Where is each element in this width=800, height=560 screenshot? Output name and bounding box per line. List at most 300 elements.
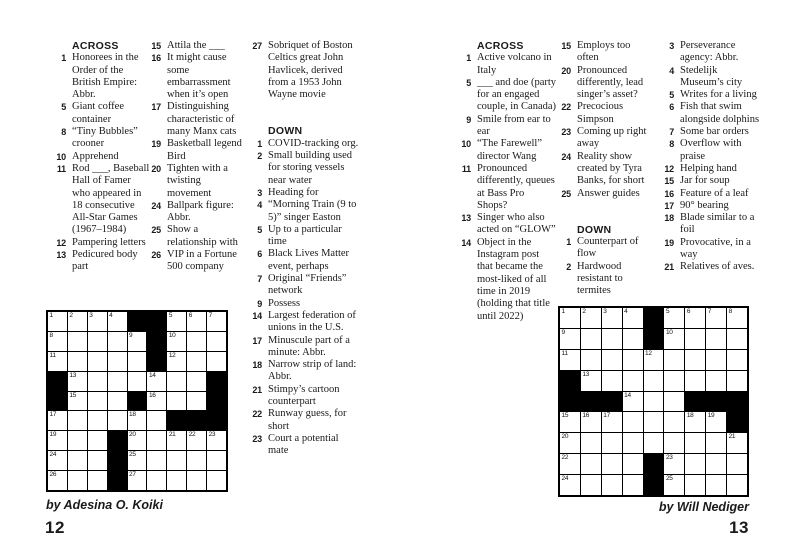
- cell-number: 11: [561, 349, 568, 357]
- clue-text: Largest federation of unions in the U.S.: [268, 309, 356, 334]
- clue: [46, 249, 150, 274]
- clue-text: COVID-tracking org.: [268, 137, 359, 149]
- clue-text: Object in the Instagram post that became the most-liked of all time in 2019 (holding that title until 2022): [477, 236, 550, 322]
- cell-number: 5: [168, 312, 173, 319]
- clue-text: Blade similar to a foil: [680, 212, 755, 236]
- white-square: [602, 350, 622, 370]
- cell-number: 6: [188, 312, 193, 319]
- white-square: [727, 454, 747, 474]
- black-square: [128, 312, 147, 331]
- right-byline: by Will Nediger: [658, 500, 749, 514]
- clue: [141, 249, 247, 274]
- clue-text: Overflow with praise: [680, 138, 742, 162]
- white-square: [68, 372, 87, 391]
- cell-number: 4: [109, 312, 113, 319]
- white-square: [602, 454, 622, 474]
- black-square: [128, 392, 147, 411]
- clue-text: Precocious Simpson: [577, 101, 624, 125]
- clue-text: Relatives of aves.: [680, 261, 755, 273]
- white-square: [88, 332, 107, 351]
- clue-number: 21: [664, 262, 674, 273]
- cell-number: 23: [208, 431, 216, 439]
- clue-text: Helping hand: [680, 162, 737, 174]
- black-square: [685, 392, 705, 412]
- cell-number: 19: [49, 431, 57, 439]
- clue-number: 6: [257, 249, 262, 260]
- white-square: [88, 372, 107, 391]
- white-square: [68, 411, 87, 430]
- clue-number: 6: [669, 102, 674, 113]
- white-square: [68, 451, 87, 470]
- clue-text: Answer guides: [577, 187, 640, 199]
- clue-text: Giant coffee container: [72, 101, 124, 125]
- left-page-number: 12: [45, 518, 65, 537]
- cell-number: 3: [603, 308, 607, 315]
- clue: [141, 40, 247, 52]
- clue-number: 20: [151, 163, 161, 174]
- clue-number: 19: [664, 237, 674, 248]
- clue-section-header: ACROSS: [477, 40, 524, 52]
- white-square: [664, 475, 684, 495]
- white-square: [167, 372, 186, 391]
- clue-text: Distinguishing characteristic of many Manx cats: [167, 101, 237, 138]
- clue-text: Attila the ___: [167, 40, 225, 51]
- cell-number: 21: [168, 431, 176, 439]
- white-square: [187, 471, 206, 490]
- clue-text: Smile from ear to ear: [477, 113, 551, 138]
- clue-number: 23: [252, 433, 262, 444]
- white-square: [727, 350, 747, 370]
- clue-number: 3: [669, 41, 674, 51]
- clue: [551, 40, 653, 65]
- white-square: [108, 392, 127, 411]
- clue-text: Pronounced differently, queues at Bass Pro Shops?: [477, 162, 555, 211]
- black-square: [147, 312, 166, 331]
- white-square: [187, 312, 206, 331]
- white-square: [128, 332, 147, 351]
- clue-text: It might cause some embarrassment when it’s open: [167, 52, 231, 101]
- clue: [242, 40, 360, 101]
- cell-number: 7: [208, 312, 212, 319]
- clue: [141, 163, 247, 200]
- white-square: [664, 350, 684, 370]
- clue-number: 16: [664, 188, 674, 199]
- clue-number: 4: [669, 65, 674, 76]
- black-square: [147, 332, 166, 351]
- white-square: [187, 332, 206, 351]
- left-crossword-grid: [46, 310, 228, 492]
- cell-number: 1: [49, 312, 53, 319]
- white-square: [147, 392, 166, 411]
- clue-number: 17: [252, 335, 262, 346]
- clue-text: Coming up right away: [577, 126, 647, 150]
- cell-number: 8: [49, 331, 53, 339]
- clue: [242, 224, 360, 249]
- black-square: [108, 451, 127, 470]
- clue-number: 2: [257, 151, 262, 162]
- white-square: [581, 412, 601, 432]
- cell-number: 2: [69, 312, 73, 319]
- clue: [242, 335, 360, 360]
- black-square: [644, 475, 664, 495]
- clue-text: Heading for: [268, 186, 319, 198]
- white-square: [685, 412, 705, 432]
- cell-number: 24: [561, 475, 569, 483]
- clue-text: Provocative, in a way: [680, 236, 751, 261]
- cell-number: 24: [49, 451, 57, 459]
- cell-number: 8: [728, 308, 732, 315]
- white-square: [602, 475, 622, 495]
- clue: [46, 151, 150, 163]
- white-square: [727, 329, 747, 349]
- white-square: [706, 412, 726, 432]
- white-square: [167, 392, 186, 411]
- clue-number: 14: [252, 310, 262, 321]
- clue-text: Reality show created by Tyra Banks, for short: [577, 150, 645, 187]
- white-square: [88, 431, 107, 450]
- clue-number: 11: [56, 163, 66, 174]
- clue-number: 17: [151, 102, 161, 113]
- clue: [654, 65, 760, 90]
- clue: [242, 310, 360, 335]
- white-square: [147, 372, 166, 391]
- clue-number: 5: [61, 102, 66, 113]
- white-square: [602, 371, 622, 391]
- clue-number: 4: [257, 200, 262, 211]
- clue-number: 8: [61, 127, 66, 138]
- white-square: [108, 312, 127, 331]
- clue-text: Narrow strip of land: Abbr.: [268, 359, 357, 383]
- clue-number: 5: [466, 77, 471, 88]
- clue-number: 21: [252, 384, 262, 395]
- clue: [141, 224, 247, 249]
- white-square: [128, 451, 147, 470]
- white-square: [644, 371, 664, 391]
- clue: [46, 126, 150, 151]
- black-square: [108, 431, 127, 450]
- cell-number: 16: [582, 412, 590, 420]
- white-square: [88, 411, 107, 430]
- clue-number: 23: [561, 127, 571, 138]
- clue: [242, 433, 360, 458]
- white-square: [685, 433, 705, 453]
- left-clue-column-2: [141, 40, 247, 274]
- white-square: [560, 329, 580, 349]
- white-square: [207, 352, 226, 371]
- white-square: [685, 454, 705, 474]
- clue: [242, 273, 360, 298]
- white-square: [706, 433, 726, 453]
- clue-text: Rod ___, Baseball Hall of Famer who appeared in 18 consecutive All-Star Games (1967–1984): [72, 162, 150, 236]
- clue-number: 18: [664, 213, 674, 224]
- clue-text: Honorees in the Order of the British Empire: Abbr.: [72, 52, 139, 101]
- white-square: [644, 392, 664, 412]
- white-square: [187, 392, 206, 411]
- white-square: [685, 475, 705, 495]
- clue-number: 10: [461, 139, 471, 150]
- cell-number: 13: [582, 370, 590, 378]
- white-square: [207, 332, 226, 351]
- cell-number: 11: [49, 351, 56, 359]
- white-square: [727, 371, 747, 391]
- white-square: [68, 332, 87, 351]
- clue-number: 25: [561, 188, 571, 199]
- clue: [451, 163, 557, 212]
- cell-number: 12: [168, 351, 176, 359]
- white-square: [207, 312, 226, 331]
- clue-text: Writes for a living: [680, 89, 757, 101]
- clue-number: 20: [561, 65, 571, 76]
- white-square: [207, 451, 226, 470]
- clue-text: Some bar orders: [680, 126, 749, 138]
- white-square: [664, 412, 684, 432]
- cell-number: 15: [561, 412, 569, 420]
- white-square: [623, 392, 643, 412]
- clue: [551, 126, 653, 151]
- clue: [654, 261, 760, 273]
- clue: [451, 77, 557, 114]
- white-square: [147, 451, 166, 470]
- clue: [242, 187, 360, 199]
- black-square: [147, 352, 166, 371]
- clue-text: Possess: [268, 297, 301, 309]
- clue-number: 3: [257, 187, 262, 198]
- clue-number: 7: [257, 274, 262, 285]
- cell-number: 5: [665, 308, 670, 315]
- white-square: [602, 433, 622, 453]
- clue: [551, 101, 653, 126]
- clue-number: 8: [669, 139, 674, 150]
- black-square: [644, 308, 664, 328]
- clue-text: Court a potential mate: [268, 432, 339, 457]
- white-square: [187, 431, 206, 450]
- cell-number: 16: [148, 391, 156, 399]
- clue-text: Apprehend: [72, 150, 119, 162]
- clue-text: Black Lives Matter event, perhaps: [268, 248, 350, 272]
- black-square: [207, 392, 226, 411]
- clue-text: Stimpy’s cartoon counterpart: [268, 383, 340, 408]
- clue-text: Runway guess, for short: [268, 408, 347, 432]
- clue-number: 27: [252, 41, 262, 51]
- white-square: [560, 454, 580, 474]
- clue-number: 22: [252, 409, 262, 420]
- clue-number: 15: [561, 41, 571, 51]
- cell-number: 25: [129, 451, 136, 459]
- cell-number: 10: [168, 331, 176, 339]
- clue: [551, 188, 653, 200]
- right-clue-column-3: [654, 40, 760, 274]
- white-square: [48, 332, 67, 351]
- cell-number: 26: [49, 471, 57, 479]
- cell-number: 10: [665, 328, 673, 336]
- clue-text: “Tiny Bubbles” crooner: [72, 126, 138, 150]
- cell-number: 6: [686, 308, 691, 315]
- white-square: [560, 475, 580, 495]
- cell-number: 14: [148, 371, 156, 379]
- clue-text: “The Farewell” director Wang: [477, 138, 543, 162]
- white-square: [167, 451, 186, 470]
- clue: [654, 138, 760, 163]
- cell-number: 18: [686, 412, 694, 420]
- cell-number: 15: [69, 391, 77, 399]
- cell-number: 20: [561, 433, 569, 441]
- white-square: [88, 451, 107, 470]
- clue: [551, 261, 653, 298]
- white-square: [644, 433, 664, 453]
- cell-number: 17: [603, 412, 610, 420]
- white-square: [581, 475, 601, 495]
- right-clue-column-2: [551, 40, 653, 298]
- white-square: [560, 412, 580, 432]
- clue-text: Minuscule part of a minute: Abbr.: [268, 334, 350, 358]
- cell-number: 23: [665, 454, 673, 462]
- white-square: [623, 371, 643, 391]
- clue-number: 25: [151, 225, 161, 236]
- clue-number: 15: [151, 41, 161, 51]
- clue: [551, 236, 653, 261]
- white-square: [602, 329, 622, 349]
- clue-text: Show a relationship with: [167, 224, 238, 248]
- clue-number: 10: [56, 151, 66, 162]
- cell-number: 7: [707, 308, 712, 315]
- clue-text: Hardwood resistant to termites: [577, 260, 623, 297]
- white-square: [187, 451, 206, 470]
- white-square: [623, 350, 643, 370]
- white-square: [128, 352, 147, 371]
- white-square: [48, 471, 67, 490]
- white-square: [167, 332, 186, 351]
- clue-text: Singer who also acted on “GLOW”: [477, 212, 556, 236]
- white-square: [147, 471, 166, 490]
- black-square: [560, 392, 580, 412]
- clue: [46, 163, 150, 237]
- clue: [551, 151, 653, 188]
- white-square: [68, 352, 87, 371]
- white-square: [706, 454, 726, 474]
- clue-number: 13: [56, 250, 66, 261]
- white-square: [207, 471, 226, 490]
- white-square: [706, 371, 726, 391]
- clue: [141, 101, 247, 138]
- white-square: [560, 308, 580, 328]
- cell-number: 25: [665, 475, 673, 483]
- cell-number: 20: [129, 431, 136, 439]
- white-square: [68, 431, 87, 450]
- cell-number: 18: [129, 411, 136, 419]
- white-square: [48, 352, 67, 371]
- clue-section-header: DOWN: [577, 223, 612, 236]
- white-square: [602, 412, 622, 432]
- clue: [451, 212, 557, 237]
- cell-number: 1: [561, 308, 565, 315]
- clue: [654, 200, 760, 212]
- clue-text: Small building used for storing vessels near water: [268, 150, 352, 186]
- white-square: [88, 471, 107, 490]
- white-square: [685, 329, 705, 349]
- white-square: [602, 308, 622, 328]
- right-page-number: 13: [729, 518, 749, 537]
- white-square: [581, 433, 601, 453]
- clue-text: Sobriquet of Boston Celtics great John Havlicek, derived from a 1953 John Wayne movie: [268, 40, 353, 101]
- clue-text: Active volcano in Italy: [477, 52, 552, 76]
- clue: [654, 89, 760, 101]
- clue: [451, 237, 557, 323]
- clue: [141, 52, 247, 101]
- clue: [654, 188, 760, 200]
- cell-number: 17: [49, 411, 57, 419]
- left-clue-column-1: [46, 40, 150, 274]
- white-square: [644, 350, 664, 370]
- white-square: [664, 433, 684, 453]
- white-square: [644, 412, 664, 432]
- cell-number: 21: [728, 433, 736, 441]
- white-square: [623, 412, 643, 432]
- clue-text: ___ and doe (party for an engaged couple, in Canada): [477, 76, 557, 113]
- clue: [242, 298, 360, 310]
- clue-text: Pampering letters: [72, 236, 146, 248]
- right-crossword-grid: [558, 306, 749, 497]
- cell-number: 14: [624, 391, 631, 399]
- clue: [242, 138, 360, 150]
- clue: [654, 101, 760, 126]
- clue: [46, 101, 150, 126]
- clue: [141, 138, 247, 163]
- cell-number: 13: [69, 371, 77, 379]
- white-square: [128, 411, 147, 430]
- white-square: [68, 312, 87, 331]
- white-square: [706, 475, 726, 495]
- white-square: [664, 371, 684, 391]
- white-square: [727, 433, 747, 453]
- clue-text: Up to a particular time: [268, 223, 342, 248]
- cell-number: 19: [707, 412, 715, 420]
- clue-number: 14: [461, 237, 471, 248]
- white-square: [623, 329, 643, 349]
- white-square: [167, 312, 186, 331]
- clue-number: 26: [151, 250, 161, 261]
- cell-number: 22: [561, 454, 569, 462]
- clue-section-header: DOWN: [268, 125, 303, 138]
- white-square: [685, 350, 705, 370]
- white-square: [128, 431, 147, 450]
- white-square: [623, 454, 643, 474]
- clue-text: Pronounced differently, lead singer’s asset?: [577, 64, 644, 101]
- clue: [654, 126, 760, 138]
- clue-text: Stedelijk Museum’s city: [680, 64, 743, 88]
- white-square: [581, 371, 601, 391]
- cell-number: 27: [129, 471, 136, 479]
- white-square: [727, 475, 747, 495]
- clue-number: 1: [466, 53, 471, 64]
- clue-number: 19: [151, 139, 161, 150]
- white-square: [88, 392, 107, 411]
- black-square: [560, 371, 580, 391]
- clue-text: 90° bearing: [680, 199, 729, 211]
- white-square: [560, 433, 580, 453]
- clue-text: Tighten with a twisting movement: [167, 162, 228, 199]
- white-square: [187, 372, 206, 391]
- white-square: [685, 308, 705, 328]
- clue: [46, 237, 150, 249]
- clue-number: 5: [669, 90, 674, 101]
- clue: [451, 114, 557, 139]
- white-square: [706, 350, 726, 370]
- clue-text: VIP in a Fortune 500 company: [167, 249, 237, 273]
- left-clue-column-3: [242, 40, 360, 458]
- black-square: [207, 411, 226, 430]
- white-square: [706, 308, 726, 328]
- clue-text: Pedicured body part: [72, 249, 138, 273]
